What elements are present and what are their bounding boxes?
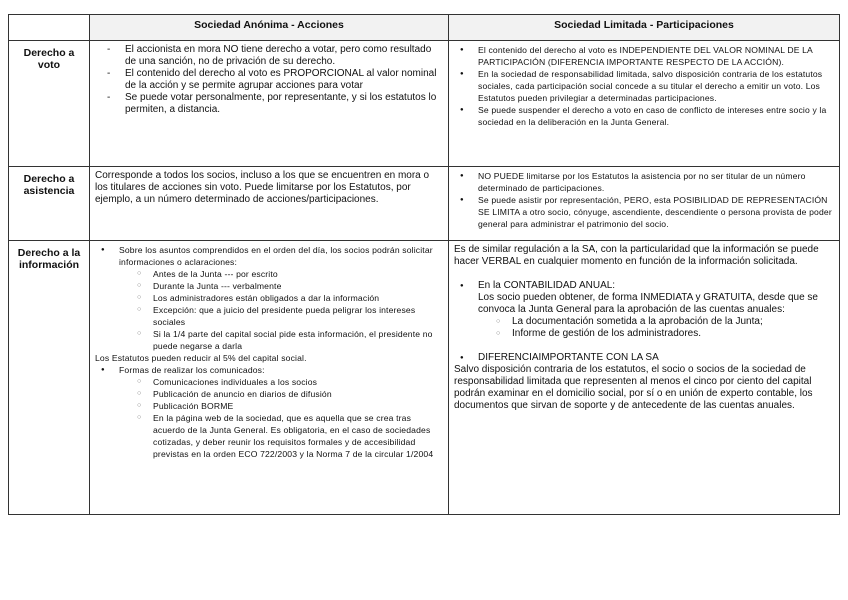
sub-item: ○ La documentación sometida a la aprobación de la Junta; [496, 316, 834, 328]
sub-item: ○ Informe de gestión de los administradores. [496, 328, 834, 340]
list-item: - Se puede votar personalmente, por representante, y si los estatutos lo permiten, a distancia. [95, 92, 443, 116]
list-item: ● DIFERENCIAIMPORTANTE CON LA SA [454, 352, 834, 364]
intro-text: Es de similar regulación a la SA, con la particularidad que la información se puede hacer VERBAL en cualquier momento en función de la información solicitada. [454, 244, 819, 267]
row-derecho-informacion [9, 241, 840, 515]
sub-item: ○ Antes de la Junta --- por escrito [137, 268, 443, 280]
header-sl: Sociedad Limitada - Participaciones [449, 15, 840, 41]
sub-item: ○ Comunicaciones individuales a los socios [137, 376, 443, 388]
sub-item: ○ Publicación BORME [137, 400, 443, 412]
bullet-text: En la CONTABILIDAD ANUAL: [478, 280, 616, 291]
sa-cell [90, 41, 449, 167]
sub-item: ○ Si la 1/4 parte del capital social pide esta información, el presidente no puede negarse a darla [137, 328, 443, 352]
sub-item: ○ En la página web de la sociedad, que es aquella que se crea tras acuerdo de la Junta General. Es obligatoria, en el caso de sociedades cotizadas, y deber reunir los requisitos formales y de accesibilidad previstas en la orden ECO 722/2003 y la Norma 7 de la circular 1/2004 [137, 412, 443, 460]
sub-item: ○ Excepción: que a juicio del presidente pueda peligrar los intereses sociales [137, 304, 443, 328]
sl-cell [449, 241, 840, 515]
bullet-text: Formas de realizar los comunicados: [119, 365, 265, 375]
sl-cell [449, 41, 840, 167]
list-item: ● El contenido del derecho al voto es INDEPENDIENTE DEL VALOR NOMINAL DE LA PARTICIPACIÓN (DIFERENCIA IMPORTANTE RESPECTO DE LA ACCIÓN). [454, 44, 834, 68]
comparison-table [8, 14, 840, 515]
row-label: Derecho a voto [9, 41, 90, 167]
closing-text: Salvo disposición contraria de los estatutos, el socio o socios de la sociedad de responsabilidad limitada que representen al menos el cinco por ciento del capital podrán examinar en el domicilio social, por sí o en unión de experto contable, los documentos que sirvan de soporte y de antecedente de las cuentas anuales. [454, 364, 813, 411]
sa-cell: Corresponde a todos los socios, incluso a los que se encuentren en mora o los titulares de acciones sin voto. Puede limitarse por los Estatutos, por ejemplo, a un número determinado de acciones/participaciones. [90, 167, 449, 241]
list-item: - El accionista en mora NO tiene derecho a votar, pero como resultado de una sanción, no de privación de su derecho. [95, 44, 443, 68]
list-item: ● Se puede suspender el derecho a voto en caso de conflicto de intereses entre socio y la sociedad en la deliberación en la Junta General. [454, 104, 834, 128]
sub-item: ○ Durante la Junta --- verbalmente [137, 280, 443, 292]
header-row [9, 15, 840, 41]
row-label: Derecho a asistencia [9, 167, 90, 241]
bullet-text: Sobre los asuntos comprendidos en el orden del día, los socios podrán solicitar informaciones o aclaraciones: [119, 245, 433, 267]
list-item: - El contenido del derecho al voto es PROPORCIONAL al valor nominal de la acción y se permite agrupar acciones para votar [95, 68, 443, 92]
list-item [95, 364, 443, 460]
list-item: ● Se puede asistir por representación, PERO, esta POSIBILIDAD DE REPRESENTACIÓN SE LIMITA a otro socio, cónyuge, ascendiente, descendiente o persona provista de poder general para administrar el patrimonio del socio. [454, 194, 834, 230]
list-item [454, 280, 834, 340]
list-item: ● En la sociedad de responsabilidad limitada, salvo disposición contraria de los estatutos sociales, cada participación social concede a su titular el derecho a emitir un voto. Los Estatutos pueden privilegiar a determinadas participaciones. [454, 68, 834, 104]
bullet-body: Los socio pueden obtener, de forma INMEDIATA y GRATUITA, desde que se convoca la Junta General para la aprobación de las cuentas anuales: [478, 292, 818, 315]
sub-item: ○ Publicación de anuncio en diarios de difusión [137, 388, 443, 400]
list-item: ● NO PUEDE limitarse por los Estatutos la asistencia por no ser titular de un número determinado de participaciones. [454, 170, 834, 194]
list-item [95, 244, 443, 352]
sa-cell [90, 241, 449, 515]
row-label: Derecho a la información [9, 241, 90, 515]
sub-item: ○ Los administradores están obligados a dar la información [137, 292, 443, 304]
row-derecho-asistencia [9, 167, 840, 241]
sl-cell [449, 167, 840, 241]
row-derecho-voto [9, 41, 840, 167]
header-empty-cell [9, 15, 90, 41]
header-sa: Sociedad Anónima - Acciones [90, 15, 449, 41]
note-text: Los Estatutos pueden reducir al 5% del capital social. [95, 353, 307, 363]
